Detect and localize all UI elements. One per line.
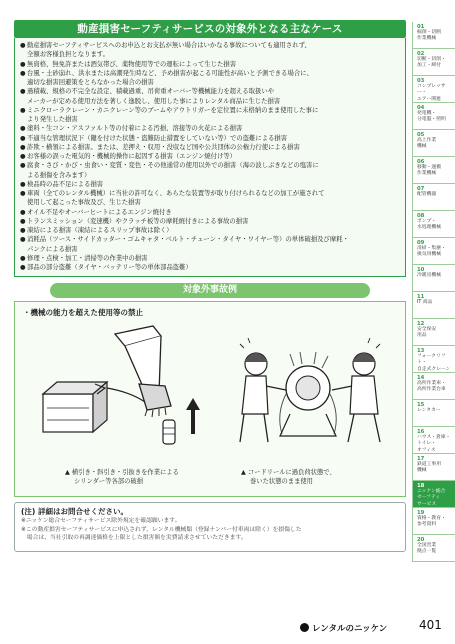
exclusion-item <box>20 208 400 217</box>
sidebar-item-number: 19 <box>417 510 425 516</box>
exclusion-text: 修理・点検・加工・清掃等の作業中の損害 <box>27 254 148 262</box>
sidebar-item-label: 清掃・集塵・ <box>417 246 446 252</box>
sidebar-item-12[interactable] <box>412 319 455 346</box>
exclusion-item <box>20 124 400 133</box>
sidebar-item-03[interactable] <box>412 76 455 103</box>
exclusion-text: 全額お客様負担となります。 <box>27 51 109 59</box>
sidebar-item-label: レンタカー <box>417 408 441 414</box>
sidebar-item-label: 高所作業台車 <box>417 387 446 393</box>
sidebar-item-label: 機械 <box>417 468 427 474</box>
brand-name: レンタルのニッケン <box>312 624 388 634</box>
caption-left <box>65 468 179 486</box>
sidebar-item-14[interactable] <box>412 373 455 400</box>
sidebar-item-02[interactable] <box>412 49 455 76</box>
sidebar-item-label: ハウス・倉庫・ <box>417 435 451 441</box>
exclusion-item <box>20 106 400 125</box>
exclusion-item <box>20 263 400 272</box>
exclusion-text: よる損傷を含みます） <box>27 171 91 179</box>
sidebar-item-number: 07 <box>417 186 425 192</box>
sidebar-item-number: 18 <box>417 483 425 489</box>
sidebar-item-label: エアー関連 <box>417 96 441 102</box>
category-sidebar <box>412 22 455 562</box>
exclusion-item <box>20 60 400 69</box>
caption-right-line-1: ▲ コードリールに過負荷状態で、 <box>241 469 336 477</box>
exclusion-item <box>20 69 400 88</box>
exclusion-list <box>20 41 400 272</box>
exclusion-item <box>20 235 400 254</box>
exclusion-text: 動産損害セーフティサービスへのお申込とお支払が無い場合はいかなる事故についても適用されず、 <box>27 42 311 49</box>
sidebar-item-label: 自走式クレーン <box>417 366 451 372</box>
exclusion-text: パンクによる損害 <box>27 245 78 253</box>
sidebar-item-label: コンプレッサー・ <box>417 84 446 96</box>
exclusion-item <box>20 87 400 106</box>
sidebar-item-label: 分電盤・照明 <box>417 117 446 123</box>
sidebar-item-label: 冷暖房機械 <box>417 273 441 279</box>
sidebar-item-number: 15 <box>417 402 425 408</box>
caption-right-line-2: 巻いた状態のまま使用 <box>250 478 313 486</box>
bullet-icon: ● <box>20 106 26 114</box>
exclusion-text: より発生した損害 <box>27 116 78 123</box>
bullet-icon: ● <box>20 264 26 271</box>
exclusion-text: オイル不足やオーバーヒートによるエンジン焼付き <box>27 208 172 216</box>
sidebar-item-number: 02 <box>417 51 425 57</box>
sidebar-item-label: 鉄道工事用 <box>417 462 441 468</box>
sidebar-item-label: 加工・締付 <box>417 63 441 69</box>
sidebar-item-label: 換気用機械 <box>417 252 441 258</box>
sidebar-item-label: 高上作業 <box>417 138 437 144</box>
bullet-icon: ● <box>20 227 26 234</box>
exclusion-item <box>20 217 400 226</box>
bullet-icon: ● <box>20 88 26 96</box>
bullet-icon: ● <box>20 162 26 170</box>
sidebar-item-08[interactable] <box>412 211 455 238</box>
sidebar-item-number: 14 <box>417 375 425 381</box>
sidebar-item-label: フォークリフト・ <box>417 354 446 366</box>
bullet-icon: ● <box>20 125 26 133</box>
sidebar-item-20[interactable] <box>412 535 455 562</box>
caption-left-line-2: シリンダー等各部の破損 <box>74 478 144 486</box>
bullet-icon: ● <box>20 180 26 188</box>
sidebar-item-19[interactable] <box>412 508 455 535</box>
sidebar-item-16[interactable] <box>412 427 455 454</box>
sidebar-item-label: 切断・切削・ <box>417 57 446 63</box>
exclusion-text: メーカーが定める使用方法を著しく逸脱し、使用した事によりレンタル商品に生じた損害 <box>27 97 281 105</box>
sidebar-item-label: セーフティ <box>417 495 441 501</box>
exclusion-text: 塗料・生コン・アスファルト等の付着による汚損、溶接等の火花による損害 <box>27 125 243 133</box>
note-box <box>14 502 406 552</box>
sidebar-item-label: 移動・運搬 <box>417 165 441 171</box>
exclusion-item <box>20 254 400 263</box>
note-line: ※この動産損害セーフティサービスに申込されず、レンタル機械類（登録ナンバー付車両は除く）を損傷した <box>21 526 302 533</box>
bullet-icon: ● <box>20 254 26 262</box>
exclusion-text: ミニクローラクレーン・カニクレーン等のブームやアウトリガーを定位置に未格納のまま使用した事に <box>27 106 319 114</box>
sidebar-item-label: 参考資料 <box>417 522 437 528</box>
sidebar-item-number: 03 <box>417 78 425 84</box>
sidebar-item-label: 水処理機械 <box>417 225 441 231</box>
bullet-icon: ● <box>20 42 26 49</box>
main-content <box>14 20 406 552</box>
sidebar-item-label: ポンプ・ <box>417 219 437 225</box>
exclusion-text: 腐食・さび・かび・虫食い・変質・変色・その他通常の使用以外での損害（海の波しぶきなどの塩害に <box>27 162 319 170</box>
exclusion-list-box <box>14 38 406 277</box>
page-number: 401 <box>419 618 442 632</box>
sidebar-item-label: 掘削・切断 <box>417 30 441 36</box>
sidebar-item-number: 13 <box>417 348 425 354</box>
exclusion-text: お客様の誤った電気的・機械的操作に起因する損害（エンジン焼付け等） <box>27 153 237 160</box>
exclusion-text: 部品の部分盗難（タイヤ・バッテリー等の単体部品盗難） <box>27 264 192 271</box>
sidebar-item-number: 12 <box>417 321 425 327</box>
bullet-icon: ● <box>20 190 26 197</box>
sidebar-item-label: 作業機械 <box>417 36 437 42</box>
brand-logo-icon <box>300 623 309 632</box>
sidebar-item-17[interactable] <box>412 454 455 481</box>
exclusion-item <box>20 143 400 152</box>
sidebar-item-label: 高所作業車・ <box>417 381 446 387</box>
sidebar-item-number: 20 <box>417 537 425 543</box>
excavator-misuse-illustration <box>35 324 205 449</box>
sidebar-item-05[interactable] <box>412 130 455 157</box>
sidebar-item-number: 09 <box>417 240 425 246</box>
sidebar-item-06[interactable] <box>412 157 455 184</box>
sidebar-item-label: 発電機・ <box>417 111 437 117</box>
sidebar-item-label: 安全保安 <box>417 327 437 333</box>
sidebar-item-01[interactable] <box>412 22 455 49</box>
sidebar-item-label: 機械 <box>417 144 427 150</box>
bullet-icon: ● <box>20 143 26 151</box>
sidebar-item-number: 17 <box>417 456 425 462</box>
sidebar-item-label: 拠点一覧 <box>417 549 437 555</box>
page-title: 動産損害セーフティサービスの対象外となる主なケース <box>14 20 406 38</box>
sidebar-item-label: 全国営業 <box>417 543 437 549</box>
note-line: ※ニッケン総合セーフティサービス除外規定を確認願います。 <box>21 518 181 525</box>
sidebar-item-number: 06 <box>417 159 425 165</box>
exclusion-text: 過積載、規格の不完全な設定、積載過重、吊荷重オーバー等機械能力を超える取扱いや <box>27 88 275 96</box>
sidebar-item-number: 08 <box>417 213 425 219</box>
exclusion-item <box>20 41 400 60</box>
sidebar-item-label: 資格・教育・ <box>417 516 446 522</box>
exclusion-item <box>20 134 400 143</box>
sidebar-item-label: 配管機器 <box>417 192 437 198</box>
case-example-box <box>14 301 406 497</box>
sidebar-item-label: IT 商品 <box>417 300 433 306</box>
sidebar-item-number: 16 <box>417 429 425 435</box>
case-heading: ・機械の能力を超えた使用等の禁止 <box>23 308 143 318</box>
caption-left-line-1: ▲ 横引き・斜引き・引抜きを作業による <box>65 469 179 477</box>
exclusion-text: 不適当な管理状況下（鍵を付けた状態・盗難防止措置をしていない等）での盗難による損害 <box>27 134 288 142</box>
exclusion-item <box>20 180 400 189</box>
sidebar-item-09[interactable] <box>412 238 455 265</box>
exclusion-item <box>20 189 400 208</box>
sidebar-item-18[interactable] <box>412 481 455 508</box>
bullet-icon: ● <box>20 236 26 244</box>
bullet-icon: ● <box>20 69 26 77</box>
exclusion-text: 適切な損害回避策をとらなかった場合の損害 <box>27 79 154 86</box>
sidebar-item-label: 作業機械 <box>417 171 437 177</box>
sidebar-item-number: 05 <box>417 132 425 138</box>
exclusion-text: 使用して起こった事故及び、生じた損害 <box>27 199 141 207</box>
footer <box>0 615 455 644</box>
sidebar-item-number: 04 <box>417 105 425 111</box>
sidebar-item-13[interactable] <box>412 346 455 373</box>
sidebar-item-10[interactable] <box>412 265 455 292</box>
caption-right <box>241 468 336 486</box>
sidebar-item-11[interactable] <box>412 292 455 319</box>
sidebar-item-label: 用品 <box>417 333 427 339</box>
bullet-icon: ● <box>20 60 26 68</box>
sidebar-item-label: オフィス <box>417 447 436 453</box>
bullet-icon: ● <box>20 153 26 160</box>
sidebar-item-07[interactable] <box>412 184 455 211</box>
bullet-icon: ● <box>20 208 26 216</box>
exclusion-text: 台風・土砂崩れ、洪水または高潮発生時など、予め損害が起こる可能性が高いと予測できる場合に、 <box>27 69 313 77</box>
bullet-icon: ● <box>20 134 26 142</box>
exclusion-text: 無資格、無免許または酒気帯び、薬物使用等での運転によって生じた損害 <box>27 60 237 68</box>
note-title: (注) 詳細はお問合せください。 <box>21 507 128 517</box>
exclusion-item <box>20 226 400 235</box>
sidebar-item-label: サービス <box>417 501 437 507</box>
sidebar-item-number: 11 <box>417 294 425 300</box>
sidebar-item-15[interactable] <box>412 400 455 427</box>
sidebar-item-number: 01 <box>417 24 425 30</box>
sidebar-item-label: ニッケン総合 <box>417 489 446 495</box>
note-line: 場合は、当社引取の再調達価格を上限とした損害額を実費請求させていただきます。 <box>21 535 247 542</box>
bullet-icon: ● <box>20 217 26 225</box>
exclusion-text: 車両（全てのレンタル機械）に当社の許可なく、あらたな装置等が取り付けられるなどの加工が施されて <box>27 190 325 197</box>
exclusion-text: 消耗品（ツース・サイドカッター・ゴムキャタ・ベルト・チェーン・タイヤ・ワイヤー等）の単体破損及び摩耗・ <box>27 236 349 244</box>
sidebar-item-04[interactable] <box>412 103 455 130</box>
exclusion-text: トランスミッション（変速機）やクラッチ板等の摩耗焼付きによる事故の損害 <box>27 217 249 225</box>
exclusion-text: 凍結による損害（凍結によるスリップ事故は除く） <box>27 227 173 234</box>
cord-reel-misuse-illustration <box>220 324 400 449</box>
case-section-title: 対象外事故例 <box>50 283 370 298</box>
sidebar-item-number: 10 <box>417 267 425 273</box>
exclusion-item <box>20 161 400 180</box>
exclusion-text: 検品時の品不足による損害 <box>27 180 104 188</box>
exclusion-item <box>20 152 400 161</box>
exclusion-text: 詐欺・横領による損害。または、差押え・収用・没収など国や公共団体の公権力行使による損害 <box>27 143 300 151</box>
sidebar-item-label: トイレ・ <box>417 441 436 447</box>
